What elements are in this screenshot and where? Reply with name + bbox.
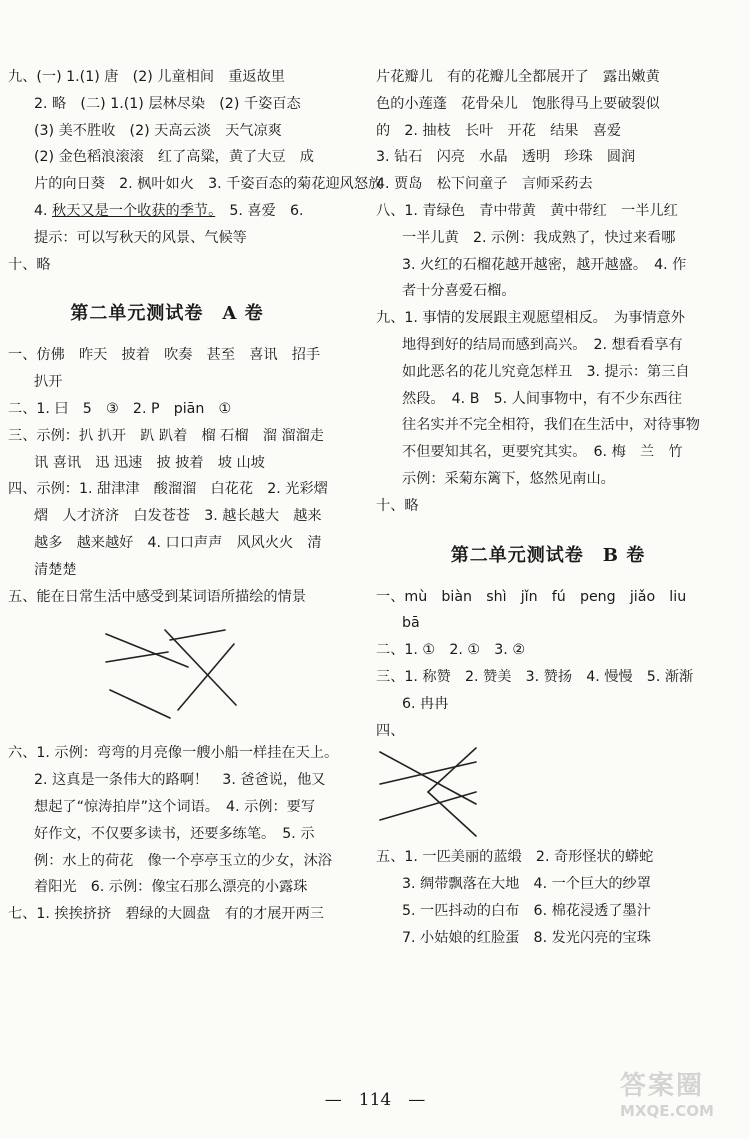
text-line: 3. 钻石 闪亮 水晶 透明 珍珠 圆润: [376, 149, 636, 166]
text-line: 2. 略 (二) 1.(1) 层林尽染 (2) 千姿百态: [34, 95, 301, 112]
watermark-url: MXQE.COM: [620, 1102, 714, 1120]
matching-lines-diagram-a: [8, 610, 326, 740]
text-line: 五、1. 一匹美丽的蓝缎 2. 奇形怪状的蟒蛇: [376, 849, 654, 866]
text-line: 提示：可以写秋天的风景、气候等: [34, 229, 247, 246]
section-title-b: 第二单元测试卷 B 卷: [450, 544, 646, 566]
text-line: bā: [402, 615, 420, 632]
text-line: 6. 冉冉: [402, 695, 449, 712]
match-line: [428, 748, 476, 792]
match-line: [165, 630, 236, 705]
text-line: 示例：采菊东篱下，悠然见南山。: [402, 470, 615, 487]
text-line: 然段。 4. B 5. 人间事物中，有不少东西往: [402, 390, 682, 407]
text-line: 二、1. 曰 5 ③ 2. P piān ①: [8, 400, 232, 417]
text-line: 二、1. ① 2. ① 3. ②: [376, 642, 526, 659]
text-line: 一半儿黄 2. 示例：我成熟了，快过来看哪: [402, 229, 676, 246]
match-line: [110, 690, 170, 718]
text-line: 例：水上的荷花 像一个亭亭玉立的少女，沐浴: [34, 852, 332, 869]
text-line: 4. 贾岛 松下问童子 言师采药去: [376, 176, 593, 193]
text-fragment: 5. 喜爱 6.: [215, 202, 304, 219]
match-line: [380, 792, 476, 820]
text-line: 片的向日葵 2. 枫叶如火 3. 千姿百态的菊花迎风怒放: [34, 176, 383, 193]
text-line: 3. 火红的石榴花越开越密，越开越盛。 4. 作: [402, 256, 687, 273]
text-line: 三、1. 称赞 2. 赞美 3. 赞扬 4. 慢慢 5. 渐渐: [376, 668, 694, 685]
text-line: 往名实并不完全相符，我们在生活中，对待事物: [402, 417, 700, 434]
text-line: 想起了“惊涛拍岸”这个词语。 4. 示例：要写: [34, 798, 316, 815]
right-column: [376, 64, 720, 952]
text-line: (2) 金色稻浪滚滚 红了高粱，黄了大豆 成: [34, 149, 314, 166]
match-line: [106, 652, 168, 662]
text-line: 3. 绸带飘落在大地 4. 一个巨大的纱罩: [402, 876, 651, 893]
text-line: 色的小莲蓬 花骨朵儿 饱胀得马上要破裂似: [376, 95, 660, 112]
text-line: 九、1. 事情的发展跟主观愿望相反。 为事情意外: [376, 310, 685, 327]
text-line: 一、仿佛 昨天 披着 吹奏 甚至 喜讯 招手: [8, 347, 321, 364]
text-line: 好作文，不仅要多读书，还要多练笔。 5. 示: [34, 825, 315, 842]
text-line: 者十分喜爱石榴。: [402, 283, 516, 300]
text-line: 六、1. 示例：弯弯的月亮像一艘小船一样挂在天上。: [8, 745, 339, 762]
text-line: [8, 198, 326, 225]
text-line: 三、示例：扒 扒开 趴 趴着 榴 石榴 溜 溜溜走: [8, 427, 324, 444]
match-line: [170, 630, 225, 640]
text-line: (3) 美不胜收 (2) 天高云淡 天气凉爽: [34, 122, 282, 139]
watermark-brand: 答案圈: [620, 1071, 705, 1101]
text-line: 扒开: [34, 374, 63, 391]
text-line: 七、1. 挨挨挤挤 碧绿的大圆盘 有的才展开两三: [8, 906, 324, 923]
text-line: 讯 喜讯 迅 迅速 披 披着 坡 山坡: [34, 454, 265, 471]
text-line: 如此恶名的花儿究竟怎样丑 3. 提示：第三自: [402, 363, 690, 380]
text-line: 五、能在日常生活中感受到某词语所描绘的情景: [8, 588, 306, 605]
text-line: 地得到好的结局而感到高兴。 2. 想看看享有: [402, 336, 683, 353]
text-line: 片花瓣儿 有的花瓣儿全都展开了 露出嫩黄: [376, 69, 660, 85]
watermark-logo: [620, 1065, 738, 1133]
text-line: 九、(一) 1.(1) 唐 (2) 儿童相间 重返故里: [8, 69, 285, 85]
text-line: 的 2. 抽枝 长叶 开花 结果 喜爱: [376, 122, 622, 139]
matching-lines-diagram-b: [376, 744, 720, 844]
match-line: [178, 644, 234, 710]
text-line: 不但要知其名，更要究其实。 6. 梅 兰 竹: [402, 444, 683, 461]
text-line: 7. 小姑娘的红脸蛋 8. 发光闪亮的宝珠: [402, 929, 651, 946]
text-line: 2. 这真是一条伟大的路啊！ 3. 爸爸说，他又: [34, 772, 326, 789]
text-line: 四、示例：1. 甜津津 酸溜溜 白花花 2. 光彩熠: [8, 481, 328, 498]
left-column: [8, 64, 383, 928]
text-line: 一、mù biàn shì jǐn fú peng jiǎo liu: [376, 588, 687, 605]
text-line: 十、略: [8, 256, 51, 273]
text-line: 四、: [376, 722, 405, 739]
match-line: [380, 762, 476, 784]
text-line: 越多 越来越好 4. 口口声声 风风火火 清: [34, 534, 322, 551]
text-line: 八、1. 青绿色 青中带黄 黄中带红 一半儿红: [376, 202, 678, 219]
section-title-a: 第二单元测试卷 A 卷: [70, 303, 264, 325]
text-line: 十、略: [376, 497, 419, 514]
text-line: 清楚楚: [34, 561, 77, 578]
text-line: 熠 人才济济 白发苍苍 3. 越长越大 越来: [34, 508, 322, 525]
underlined-answer: 秋天又是一个收获的季节。: [52, 202, 216, 219]
text-line: 着阳光 6. 示例：像宝石那么漂亮的小露珠: [34, 879, 308, 896]
item-number: 4.: [34, 202, 53, 219]
text-line: 5. 一匹抖动的白布 6. 棉花浸透了墨汁: [402, 902, 651, 919]
page-number: — 114 —: [324, 1090, 426, 1110]
